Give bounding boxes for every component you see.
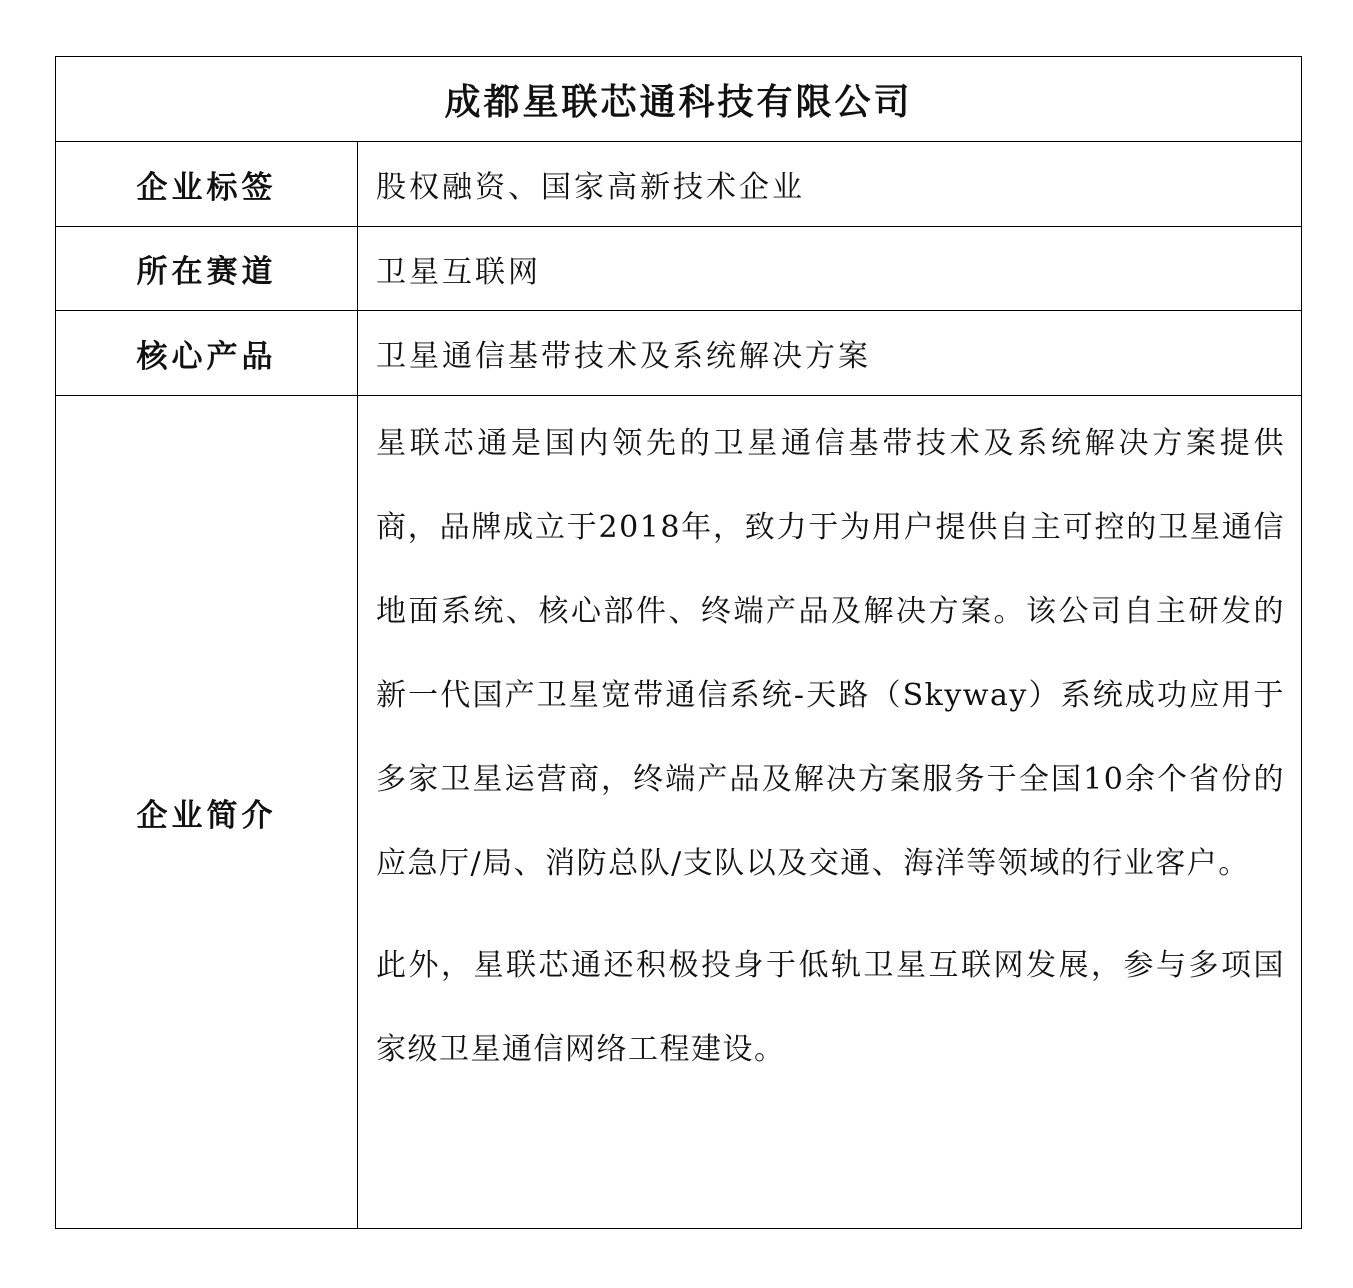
row-label: 企业简介 xyxy=(136,797,277,834)
intro-text-cell xyxy=(358,396,1301,1228)
row-label: 企业标签 xyxy=(136,169,277,206)
row-value: 股权融资、国家高新技术企业 xyxy=(376,170,805,205)
value-cell xyxy=(358,227,1301,310)
value-cell xyxy=(358,142,1301,226)
label-cell xyxy=(56,311,358,395)
label-cell xyxy=(56,396,358,1228)
table-title-row xyxy=(56,57,1301,142)
table-row-track xyxy=(56,227,1301,311)
value-cell xyxy=(358,311,1301,395)
table-row-core-product xyxy=(56,311,1301,396)
row-value: 卫星通信基带技术及系统解决方案 xyxy=(376,339,871,374)
company-name-title: 成都星联芯通科技有限公司 xyxy=(444,81,913,123)
row-label: 核心产品 xyxy=(136,338,277,375)
intro-paragraph-main: 星联芯通是国内领先的卫星通信基带技术及系统解决方案提供商，品牌成立于2018年，致力于为用户提供自主可控的卫星通信地面系统、核心部件、终端产品及解决方案。该公司自主研发的新一代国产卫星宽带通信系统-天路（Skyway）系统成功应用于多家卫星运营商，终端产品及解决方案服务于全国10余个省份的应急厅/局、消防总队/支队以及交通、海洋等领域的行业客户。 xyxy=(376,426,1285,881)
row-label: 所在赛道 xyxy=(136,254,277,290)
table-row-enterprise-tags xyxy=(56,142,1301,227)
intro-paragraph-additional: 此外，星联芯通还积极投身于低轨卫星互联网发展，参与多项国家级卫星通信网络工程建设。 xyxy=(376,948,1285,1067)
company-info-table xyxy=(55,56,1302,1229)
row-value: 卫星互联网 xyxy=(376,254,541,290)
label-cell xyxy=(56,142,358,226)
table-row-company-intro xyxy=(56,396,1301,1228)
label-cell xyxy=(56,227,358,310)
